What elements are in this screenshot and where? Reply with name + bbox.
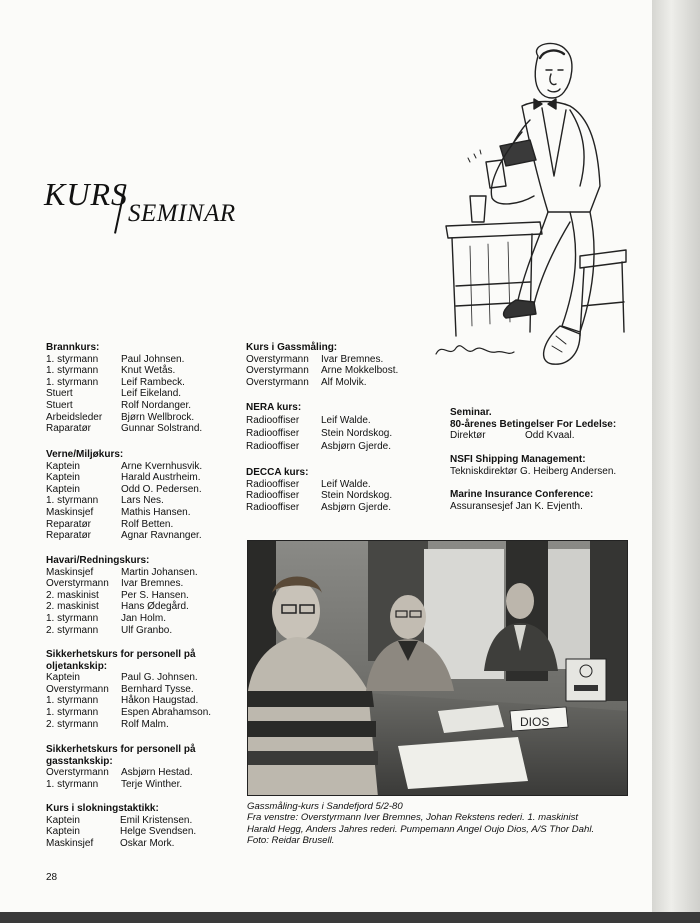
rank: Radiooffiser — [246, 490, 300, 502]
list-item — [46, 354, 202, 366]
list-item — [46, 767, 196, 779]
course-sikkerhet-olje — [46, 649, 212, 730]
seminar-title: 80-årenes Betingelser For Ledelse: — [450, 418, 617, 430]
rank: 1. styrmann — [46, 376, 99, 388]
list-item — [46, 838, 196, 850]
person-name: Leif Rambeck. — [121, 376, 185, 388]
list-item — [246, 354, 398, 366]
list-item — [46, 507, 202, 519]
person-name: Martin Johansen. — [121, 566, 198, 578]
rank: 1. styrmann — [46, 695, 99, 707]
rank: Kaptein — [46, 672, 80, 684]
list-item — [46, 672, 196, 684]
photo-gassmaling-course — [247, 540, 628, 796]
section-heading: Marine Insurance Conference: — [450, 489, 594, 500]
rank: Kaptein — [46, 472, 80, 484]
list-item — [46, 400, 202, 412]
list-item — [46, 495, 202, 507]
nsfi-section — [450, 454, 616, 477]
list-item — [246, 490, 392, 502]
scan-bottom-border — [0, 912, 700, 923]
person-name: Emil Kristensen. — [120, 814, 193, 826]
rank: 2. maskinist — [46, 601, 99, 613]
list-item — [46, 590, 198, 602]
seminar-section — [450, 407, 616, 442]
person-name: Ivar Bremnes. — [321, 353, 384, 365]
photo-caption — [247, 801, 637, 847]
list-item — [246, 479, 392, 491]
list-item — [46, 625, 198, 637]
course-havari-redning — [46, 555, 198, 636]
person-name: Gunnar Solstrand. — [121, 423, 203, 435]
person-name: Arne Mokkelbost. — [321, 365, 399, 377]
list-item — [46, 601, 198, 613]
course-verne-miljo — [46, 449, 202, 542]
list-item — [46, 567, 198, 579]
rank: Overstyrmann — [46, 578, 109, 590]
person-name: Paul G. Johnsen. — [121, 672, 198, 684]
list-item — [246, 440, 392, 453]
person-name: Stein Nordskog. — [321, 490, 393, 502]
rank: Maskinsjef — [46, 566, 94, 578]
course-sikkerhet-gass — [46, 744, 196, 790]
cartoon-illustration — [430, 36, 630, 381]
section-heading: Sikkerhetskurs for personell på gasstankskip: — [46, 744, 196, 767]
rank: 2. styrmann — [46, 624, 99, 636]
list-item — [246, 427, 392, 440]
rank: Arbeidsleder — [46, 411, 103, 423]
person-name: Bjørn Wellbrock. — [121, 411, 195, 423]
person-name: Espen Abrahamson. — [121, 706, 212, 718]
course-gassmaling — [246, 342, 398, 388]
section-heading: Sikkerhetskurs for personell på oljetankskip: — [46, 649, 196, 672]
list-item — [450, 430, 616, 442]
course-brannkurs — [46, 342, 202, 435]
page-edge — [652, 0, 700, 912]
list-item: Assuransesjef Jan K. Evjenth. — [450, 500, 583, 512]
list-item — [46, 423, 202, 435]
rank: Radiooffiser — [246, 428, 300, 439]
person-name: Paul Johnsen. — [121, 353, 185, 365]
rank: 1. styrmann — [46, 612, 99, 624]
rank: Direktør — [450, 430, 486, 442]
list-item — [46, 695, 199, 707]
person-name: Harald Austrheim. — [121, 472, 201, 484]
person-name: Helge Svendsen. — [120, 826, 197, 838]
rank: 1. styrmann — [46, 778, 99, 790]
rank: 1. styrmann — [46, 365, 99, 377]
list-item — [46, 706, 212, 719]
rank: Raparatør — [46, 423, 92, 435]
rank: Radiooffiser — [246, 478, 300, 490]
list-item — [46, 826, 196, 838]
person-name: Stein Nordskog. — [321, 428, 393, 439]
rank: 2. styrmann — [46, 718, 99, 730]
course-decca — [246, 467, 392, 513]
rank: 2. maskinist — [46, 589, 99, 601]
section-heading: Kurs i slokningstaktikk: — [46, 803, 159, 814]
list-item — [46, 412, 202, 424]
list-item — [246, 365, 398, 377]
rank: Overstyrmann — [46, 683, 109, 695]
rank: Radiooffiser — [246, 501, 300, 513]
person-name: Knut Wetås. — [121, 365, 176, 377]
marine-insurance-section — [450, 489, 593, 512]
person-name: Hans Ødegård. — [121, 601, 189, 613]
list-item: Tekniskdirektør G. Heiberg Andersen. — [450, 465, 617, 477]
person-name: Lars Nes. — [121, 495, 164, 507]
section-heading: Verne/Miljøkurs: — [46, 449, 124, 460]
caption-line: Harald Hegg, Anders Jahres rederi. Pumpemann Angel Oujo Dios, A/S Thor Dahl. — [247, 823, 595, 835]
list-item — [46, 388, 202, 400]
section-heading: Havari/Redningskurs: — [46, 555, 150, 566]
person-name: Odd O. Pedersen. — [121, 483, 202, 495]
rank: Radiooffiser — [246, 441, 300, 453]
rank: Kaptein — [46, 826, 80, 838]
page-number: 28 — [46, 872, 58, 883]
caption-line: Gassmåling-kurs i Sandefjord 5/2-80 — [247, 801, 403, 812]
rank: Stuert — [46, 399, 73, 411]
rank: Radiooffiser — [246, 414, 300, 426]
photo-image — [248, 541, 628, 796]
list-item — [46, 578, 198, 590]
person-name: Odd Kvaal. — [525, 430, 575, 442]
person-name: Bernhard Tysse. — [121, 683, 194, 695]
rank: Stuert — [46, 388, 73, 400]
rank: Overstyrmann — [246, 353, 309, 365]
list-item — [46, 684, 196, 696]
rank: Overstyrmann — [46, 767, 109, 779]
section-heading: Seminar. — [450, 407, 492, 418]
list-item — [46, 530, 202, 542]
rank: Kaptein — [46, 483, 80, 495]
person-name: Leif Eikeland. — [121, 388, 182, 400]
list-item — [46, 719, 196, 731]
photo-sign-text: DIOS — [520, 715, 550, 729]
person-name: Ivar Bremnes. — [121, 578, 184, 590]
section-heading: Kurs i Gassmåling: — [246, 342, 338, 353]
rank: Reparatør — [46, 530, 92, 542]
rank: 1. styrmann — [46, 353, 99, 365]
list-item — [46, 613, 198, 625]
rank: Reparatør — [46, 518, 92, 530]
person-name: Agnar Ravnanger. — [121, 530, 202, 542]
person-name: Rolf Malm. — [121, 718, 169, 730]
person-name: Rolf Betten. — [121, 518, 174, 530]
person-name: Oskar Mork. — [120, 837, 175, 849]
list-item — [46, 815, 196, 827]
rank: Overstyrmann — [246, 365, 309, 377]
list-item — [246, 414, 392, 427]
person-name: Asbjørn Gjerde. — [321, 501, 392, 513]
list-item — [46, 472, 202, 484]
rank: Overstyrmann — [246, 376, 309, 388]
rank: Maskinsjef — [46, 837, 94, 849]
person-name: Jan Holm. — [121, 612, 167, 624]
caption-line: Foto: Reidar Brusell. — [247, 835, 335, 847]
person-name: Alf Molvik. — [321, 376, 367, 388]
person-name: Per S. Hansen. — [121, 589, 189, 601]
list-item — [246, 502, 392, 514]
title-seminar: SEMINAR — [128, 200, 236, 227]
rank: Kaptein — [46, 460, 80, 472]
section-heading: NERA kurs: — [246, 402, 302, 413]
rank: Kaptein — [46, 814, 80, 826]
course-nera — [246, 402, 392, 454]
list-item — [46, 377, 202, 389]
person-name: Asbjørn Gjerde. — [321, 441, 392, 453]
section-heading: Brannkurs: — [46, 342, 100, 353]
list-item — [46, 779, 196, 791]
section-heading: DECCA kurs: — [246, 467, 309, 478]
person-name: Ulf Granbo. — [121, 624, 173, 636]
list-item — [246, 377, 398, 389]
list-item — [46, 365, 202, 377]
person-name: Håkon Haugstad. — [121, 695, 199, 707]
section-heading: NSFI Shipping Management: — [450, 454, 586, 465]
caption-line: Fra venstre: Overstyrmann Iver Bremnes, Johan Rekstens rederi. 1. maskinist — [247, 812, 579, 824]
person-name: Mathis Hansen. — [121, 506, 191, 518]
rank: 1. styrmann — [46, 495, 99, 507]
course-slokningstaktikk — [46, 803, 196, 849]
rank: 1. styrmann — [46, 706, 99, 718]
rank: Maskinsjef — [46, 506, 94, 518]
list-item — [46, 519, 202, 531]
list-item — [46, 484, 202, 496]
person-name: Asbjørn Hestad. — [121, 767, 193, 779]
person-name: Arne Kvernhusvik. — [121, 460, 203, 472]
person-name: Terje Winther. — [121, 778, 183, 790]
title-kurs: KURS — [44, 176, 128, 212]
person-name: Leif Walde. — [321, 478, 371, 490]
person-name: Rolf Nordanger. — [121, 399, 192, 411]
list-item — [46, 461, 202, 473]
person-name: Leif Walde. — [321, 414, 371, 426]
